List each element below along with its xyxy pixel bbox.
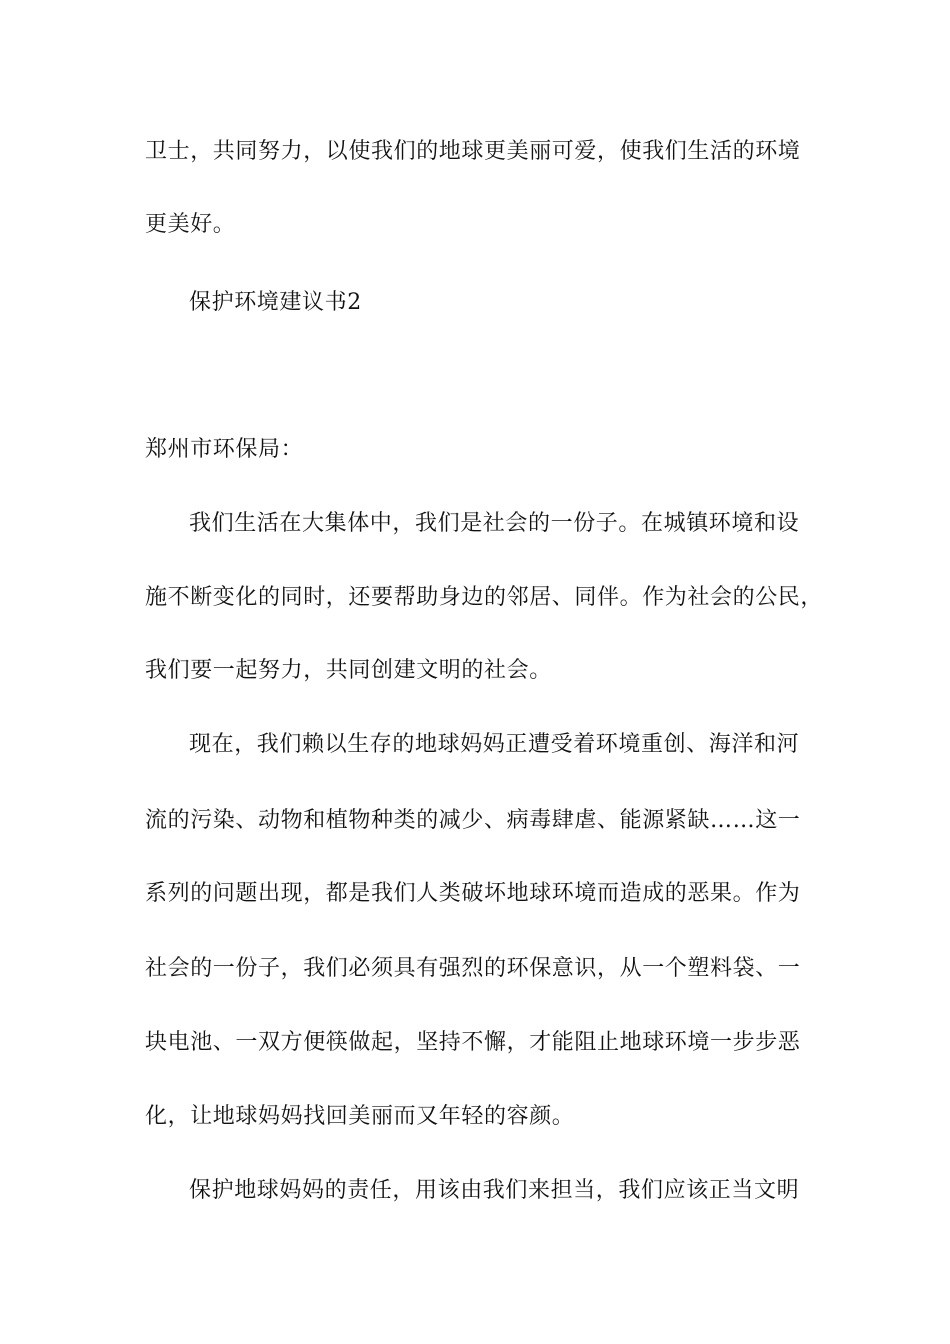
paragraph-line: 块电池、一双方便筷做起，坚持不懈，才能阻止地球环境一步步恶 bbox=[145, 1030, 801, 1055]
paragraph-line: 现在，我们赖以生存的地球妈妈正遭受着环境重创、海洋和河 bbox=[189, 732, 800, 757]
paragraph-line: 我们要一起努力，共同创建文明的社会。 bbox=[145, 658, 552, 683]
paragraph-line: 系列的问题出现，都是我们人类破坏地球环境而造成的恶果。作为 bbox=[145, 881, 801, 906]
paragraph-line: 更美好。 bbox=[145, 212, 236, 237]
paragraph-line: 化，让地球妈妈找回美丽而又年轻的容颜。 bbox=[145, 1104, 575, 1129]
paragraph-line: 我们生活在大集体中，我们是社会的一份子。在城镇环境和设 bbox=[189, 511, 800, 536]
paragraph-line: 卫士，共同努力，以使我们的地球更美丽可爱，使我们生活的环境 bbox=[145, 139, 801, 164]
paragraph-line: 保护地球妈妈的责任，用该由我们来担当，我们应该正当文明 bbox=[189, 1178, 800, 1203]
salutation: 郑州市环保局： bbox=[145, 437, 304, 462]
paragraph-line: 流的污染、动物和植物种类的减少、病毒肆虐、能源紧缺……这一 bbox=[145, 808, 801, 833]
paragraph-line: 社会的一份子，我们必须具有强烈的环保意识，从一个塑料袋、一 bbox=[145, 956, 801, 981]
paragraph-line: 施不断变化的同时，还要帮助身边的邻居、同伴。作为社会的公民， bbox=[145, 585, 824, 610]
section-title: 保护环境建议书2 bbox=[189, 290, 362, 315]
